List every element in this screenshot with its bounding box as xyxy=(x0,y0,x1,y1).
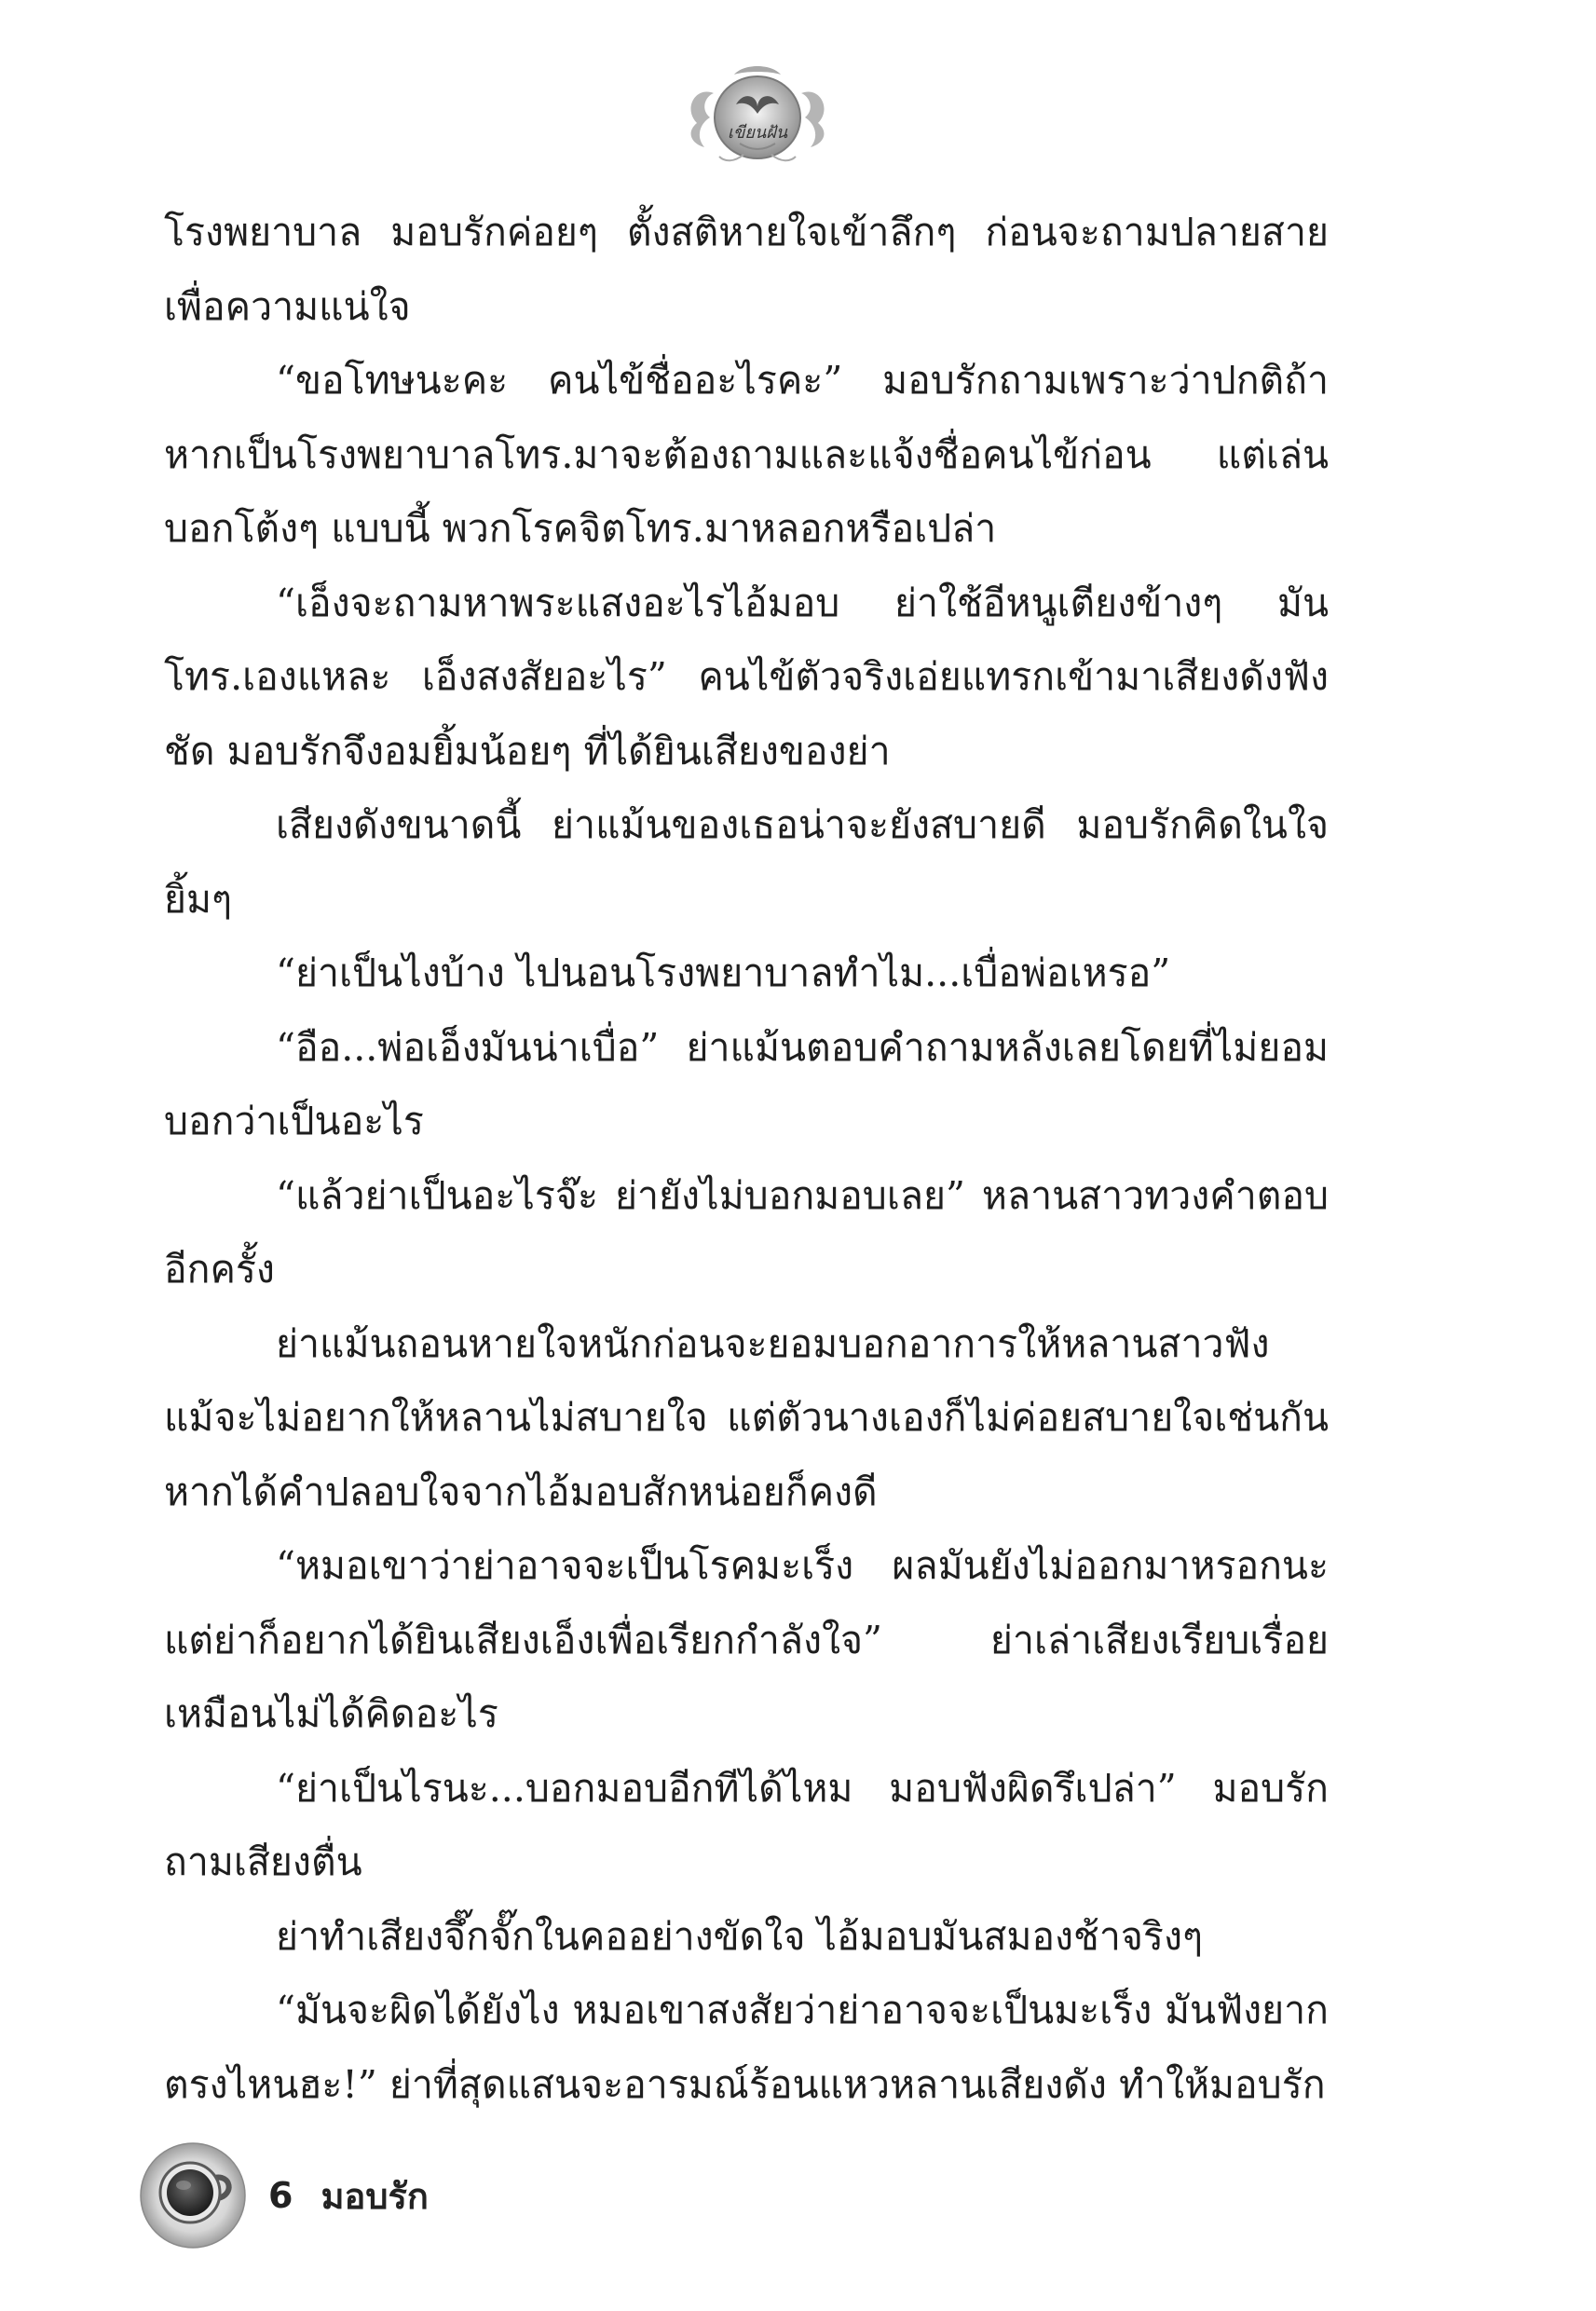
page-footer xyxy=(138,2140,429,2251)
page-body-text xyxy=(164,196,1329,2122)
paragraph: “มันจะผิดได้ยังไง หมอเขาสงสัยว่าย่าอาจจะเป็นมะเร็ง มันฟังยากตรงไหนฮะ!” ย่าที่สุดแสนจะอารมณ์ร้อนแหวหลานเสียงดัง ทำให้มอบรัก xyxy=(164,1988,1329,2107)
paragraph: “ย่าเป็นไรนะ...บอกมอบอีกทีได้ไหม มอบฟังผิดรึเปล่า” มอบรักถามเสียงตื่น xyxy=(164,1765,1329,1884)
paragraph: ย่าแม้นถอนหายใจหนักก่อนจะยอมบอกอาการให้หลานสาวฟัง แม้จะไม่อยากให้หลานไม่สบายใจ แต่ตัวนางเองก็ไม่ค่อยสบายใจเช่นกัน หากได้คำปลอบใจจากไอ้มอบสักหน่อยก็คงดี xyxy=(164,1320,1329,1514)
paragraph: โรงพยาบาล มอบรักค่อยๆ ตั้งสติหายใจเข้าลึกๆ ก่อนจะถามปลายสายเพื่อความแน่ใจ xyxy=(164,210,1329,329)
paragraph: “หมอเขาว่าย่าอาจจะเป็นโรคมะเร็ง ผลมันยังไม่ออกมาหรอกนะ แต่ย่าก็อยากได้ยินเสียงเอ็งเพื่อเรียกกำลังใจ” ย่าเล่าเสียงเรียบเรื่อยเหมือนไม่ได้คิดอะไร xyxy=(164,1543,1329,1736)
header-ornament-logo xyxy=(678,58,837,170)
logo-text: เขียนฝัน xyxy=(727,123,788,143)
paragraph: เสียงดังขนาดนี้ ย่าแม้นของเธอน่าจะยังสบายดี มอบรักคิดในใจยิ้มๆ xyxy=(164,802,1329,922)
paragraph: “เอ็งจะถามหาพระแสงอะไรไอ้มอบ ย่าใช้อีหนูเตียงข้างๆ มันโทร.เองแหละ เอ็งสงสัยอะไร” คนไข้ตัวจริงเอ่ยแทรกเข้ามาเสียงดังฟังชัด มอบรักจึงอมยิ้มน้อยๆ ที่ได้ยินเสียงของย่า xyxy=(164,580,1329,773)
ornament-swirl-icon xyxy=(678,58,837,170)
coffee-cup-icon xyxy=(138,2140,248,2250)
running-title: มอบรัก xyxy=(321,2175,429,2217)
page-number: 6 xyxy=(268,2175,293,2216)
paragraph: “ขอโทษนะคะ คนไข้ชื่ออะไรคะ” มอบรักถามเพราะว่าปกติถ้าหากเป็นโรงพยาบาลโทร.มาจะต้องถามและแจ้งชื่อคนไข้ก่อน แต่เล่นบอกโต้งๆ แบบนี้ พวกโรคจิตโทร.มาหลอกหรือเปล่า xyxy=(164,358,1329,551)
paragraph: “ย่าเป็นไงบ้าง ไปนอนโรงพยาบาลทำไม...เบื่อพ่อเหรอ” xyxy=(276,950,1171,995)
paragraph: “แล้วย่าเป็นอะไรจ๊ะ ย่ายังไม่บอกมอบเลย” หลานสาวทวงคำตอบอีกครั้ง xyxy=(164,1172,1329,1292)
paragraph: “อือ...พ่อเอ็งมันน่าเบื่อ” ย่าแม้นตอบคำถามหลังเลยโดยที่ไม่ยอมบอกว่าเป็นอะไร xyxy=(164,1024,1329,1143)
paragraph: ย่าทำเสียงจึ๊กจั๊กในคออย่างขัดใจ ไอ้มอบมันสมองช้าจริงๆ xyxy=(276,1913,1203,1959)
